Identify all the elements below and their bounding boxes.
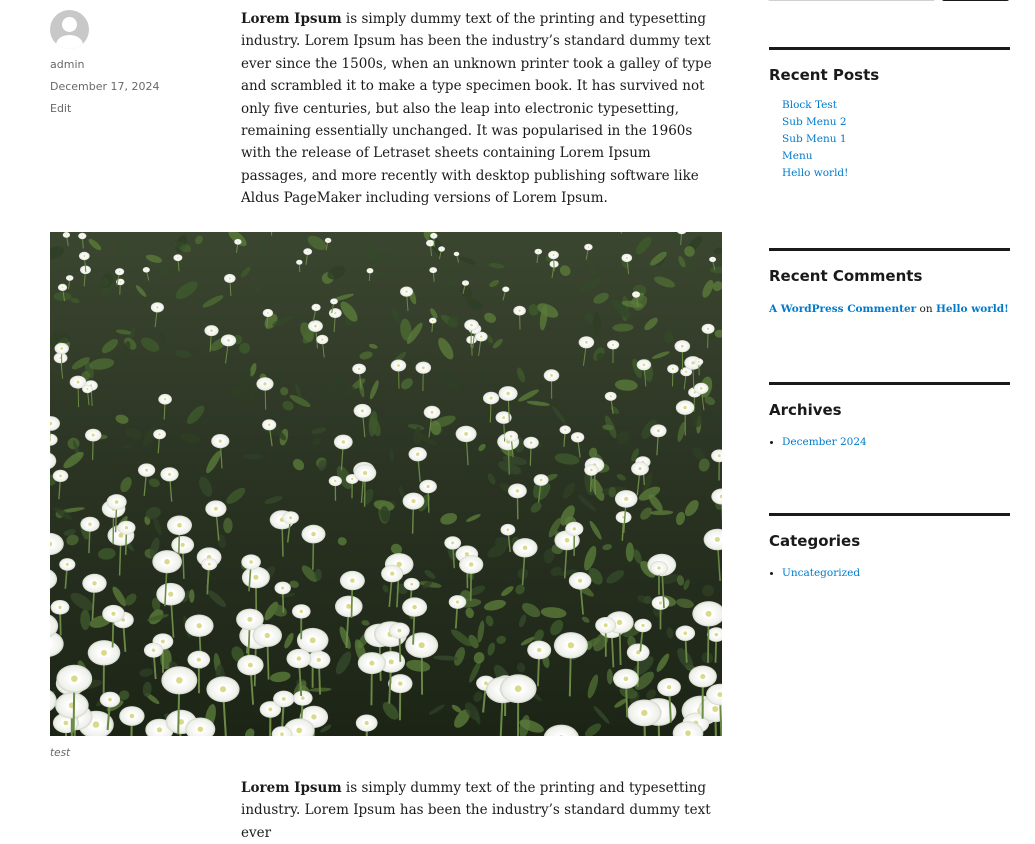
categories-widget (769, 513, 1010, 582)
comment-author-link[interactable]: A WordPress Commenter (769, 303, 916, 315)
search-submit-button[interactable] (942, 0, 1009, 1)
sidebar (769, 47, 1010, 582)
flower-field-image (50, 232, 722, 736)
archives-widget (769, 382, 1010, 494)
widget-title: Recent Comments (769, 267, 1010, 285)
widget-title: Archives (769, 401, 1010, 419)
recent-comment-item (769, 301, 1010, 318)
paragraph-text: is simply dummy text of the printing and typesetting industry. Lorem Ipsum has been the industry’s standard dummy text ever (241, 780, 711, 841)
entry-meta (50, 10, 220, 124)
post-paragraph (241, 8, 721, 210)
search-input[interactable] (768, 0, 935, 1)
paragraph-text: is simply dummy text of the printing and typesetting industry. Lorem Ipsum has been the industry’s standard dummy text ever since the 1500s, when an unknown printer took a galley of type and scrambled it to make a type specimen book. It has survived not only five centuries, but also the leap into electronic typesetting, remaining essentially unchanged. It was popularised in the 1960s with the release of Letraset sheets containing Lorem Ipsum passages, and more recently with desktop publishing software like Aldus PageMaker including versions of Lorem Ipsum. (241, 11, 712, 206)
recent-comments-widget (769, 248, 1010, 363)
paragraph-lead: Lorem Ipsum (241, 11, 342, 27)
author-link[interactable]: admin (50, 58, 220, 72)
comment-connector: on (920, 303, 933, 315)
post-image (50, 232, 722, 736)
recent-post-link[interactable]: Sub Menu 1 (782, 133, 847, 145)
post-paragraph (241, 777, 721, 844)
category-link[interactable]: Uncategorized (782, 567, 860, 579)
recent-post-link[interactable]: Menu (782, 150, 813, 162)
recent-post-link[interactable]: Hello world! (782, 167, 848, 179)
recent-posts-widget (769, 47, 1010, 230)
image-caption: test (50, 747, 70, 759)
paragraph-lead: Lorem Ipsum (241, 780, 342, 796)
widget-title: Categories (769, 532, 1010, 550)
post-date-link[interactable]: December 17, 2024 (50, 80, 220, 94)
recent-post-link[interactable]: Sub Menu 2 (782, 116, 847, 128)
comment-post-link[interactable]: Hello world! (936, 303, 1009, 315)
recent-post-link[interactable]: Block Test (782, 99, 837, 111)
default-avatar-icon (50, 10, 89, 49)
widget-title: Recent Posts (769, 66, 1010, 84)
archive-link[interactable]: December 2024 (782, 436, 867, 448)
edit-link[interactable]: Edit (50, 102, 220, 116)
